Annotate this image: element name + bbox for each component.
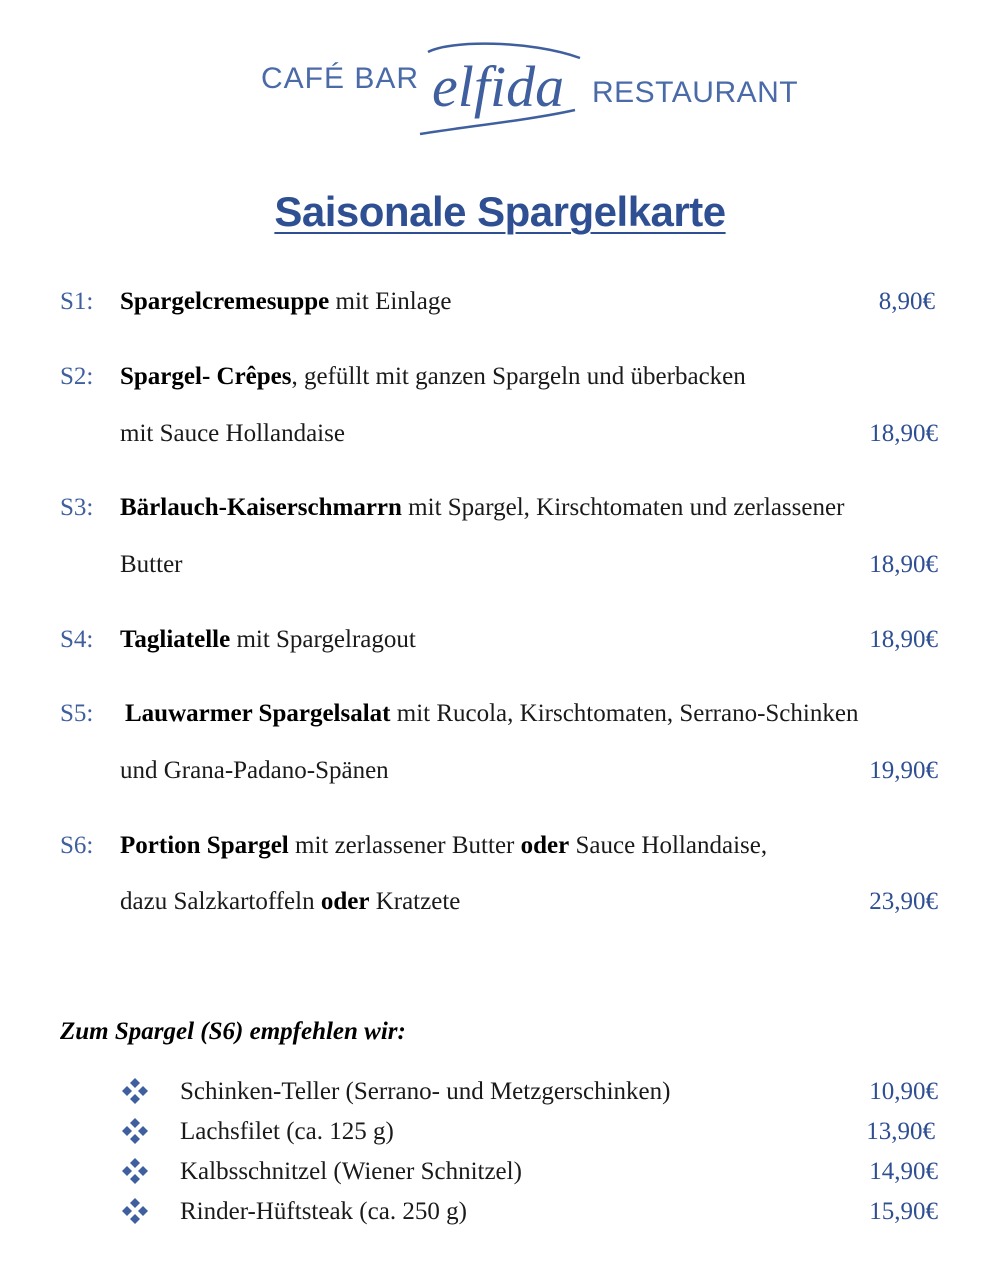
item-code: S2: (60, 363, 94, 390)
logo-script-elfida (410, 38, 590, 138)
menu-item-s3 (120, 494, 844, 522)
menu-item-s6: Portion Spargel mit zerlassener Butter oder Sauce Hollandaise, (120, 832, 768, 859)
item-code: S5: (60, 700, 94, 727)
menu-item-s4 (120, 626, 416, 654)
diamond-cluster-icon (121, 1197, 149, 1225)
item-price: 18,90€ (869, 420, 938, 447)
side-dish-price: 14,90€ (869, 1158, 938, 1185)
side-dish-label: Rinder-Hüftsteak (ca. 250 g) (180, 1198, 467, 1225)
item-code: S3: (60, 494, 94, 521)
item-desc: mit Spargelragout (230, 626, 416, 653)
item-name: Tagliatelle (120, 626, 231, 653)
menu-item-s2 (120, 363, 746, 391)
menu-item-s5 (125, 700, 858, 728)
item-price: 18,90€ (869, 626, 938, 653)
item-desc: , gefüllt mit ganzen Spargeln und überbacken (291, 363, 746, 390)
item-desc-line2: und Grana-Padano-Spänen (120, 757, 389, 784)
item-desc: mit Einlage (329, 288, 452, 315)
item-name: Bärlauch-Kaiserschmarrn (120, 494, 402, 521)
item-name: Lauwarmer Spargelsalat (125, 700, 391, 727)
side-dish-price: 15,90€ (869, 1198, 938, 1225)
item-code: S4: (60, 626, 94, 653)
side-dish-label: Kalbsschnitzel (Wiener Schnitzel) (180, 1158, 522, 1185)
item-price: 19,90€ (869, 757, 938, 784)
side-dish-price: 13,90€ (866, 1118, 935, 1145)
recommend-heading: Zum Spargel (S6) empfehlen wir: (60, 1018, 406, 1045)
item-name: Spargelcremesuppe (120, 288, 330, 315)
page-title: Saisonale Spargelkarte (274, 188, 726, 235)
logo-right-text: RESTAURANT (592, 76, 799, 109)
item-price: 18,90€ (869, 551, 938, 578)
item-desc-line2: dazu Salzkartoffeln oder Kratzete (120, 888, 461, 915)
side-dish-label: Lachsfilet (ca. 125 g) (180, 1118, 394, 1145)
side-dish-price: 10,90€ (869, 1078, 938, 1105)
restaurant-logo (0, 38, 1000, 148)
item-desc: mit Rucola, Kirschtomaten, Serrano-Schinken (390, 700, 859, 727)
diamond-cluster-icon (121, 1117, 149, 1145)
item-code: S1: (60, 288, 94, 315)
item-desc: mit Spargel, Kirschtomaten und zerlassener (401, 494, 845, 521)
item-price: 8,90€ (878, 288, 935, 315)
logo-left-text: CAFÉ BAR (261, 62, 420, 95)
item-price: 23,90€ (869, 888, 938, 915)
item-desc-line2: Butter (120, 551, 183, 578)
item-name: Spargel- Crêpes (120, 363, 292, 390)
diamond-cluster-icon (121, 1077, 149, 1105)
menu-item-s1 (120, 288, 451, 316)
item-code: S6: (60, 832, 94, 859)
item-desc-line2: mit Sauce Hollandaise (120, 420, 345, 447)
logo-script-text: elfida (432, 54, 565, 119)
item-name: Portion Spargel (120, 832, 289, 859)
side-dish-label: Schinken-Teller (Serrano- und Metzgerschinken) (180, 1078, 671, 1105)
diamond-cluster-icon (121, 1157, 149, 1185)
